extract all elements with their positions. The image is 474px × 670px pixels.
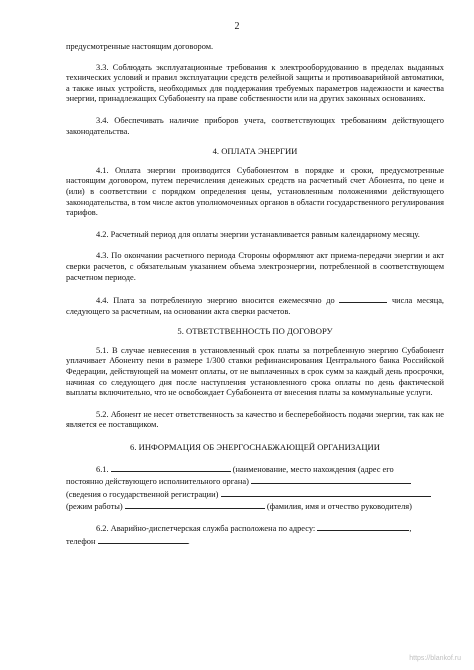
payment-day-blank[interactable] bbox=[339, 294, 387, 303]
clause-4-4-text-b: числа месяца, следующего за расчетным, на основании акта сверки расчетов. bbox=[66, 296, 445, 316]
clause-6-2-text-a: 6.2. Аварийно-диспетчерская служба расположена по адресу: bbox=[96, 524, 316, 533]
registration-blank[interactable] bbox=[221, 488, 431, 497]
clause-6-1-text-c: (сведения о государственной регистрации) bbox=[66, 489, 219, 499]
clause-6-1-text-b: постоянно действующего исполнительного органа) bbox=[66, 477, 249, 487]
org-address-blank[interactable] bbox=[251, 475, 411, 484]
clause-6-1-line-4 bbox=[66, 500, 444, 513]
clause-3-4: 3.4. Обеспечивать наличие приборов учета, соответствующих требованиям действующего законодательства. bbox=[66, 115, 444, 136]
clause-6-1-line-3 bbox=[66, 488, 444, 501]
clause-6-1-text-d: (режим работы) bbox=[66, 502, 123, 512]
page-number: 2 bbox=[234, 21, 240, 32]
clause-6-2-line-2: телефон . bbox=[66, 536, 190, 546]
dispatch-address-blank[interactable] bbox=[317, 522, 409, 531]
clause-6-1-text-a: (наименование, место нахождения (адрес его bbox=[232, 464, 394, 474]
clause-6-1-line-2 bbox=[66, 475, 444, 488]
clause-5-1: 5.1. В случае невнесения в установленный срок платы за потребленную энергию Субабонент уплачивает Абоненту пени в размере 1/300 ставки рефинансирования Центрального банка Российской Федерации, действующей на момент оплаты, от не выплаченных в срок сумм за каждый день просрочки, начиная со следующего дня после наступления установленного срока оплаты по день фактической выплаты включительно, что не освобождает Субабонента от внесения платы за коммунальные услуги. bbox=[66, 345, 444, 398]
phone-blank[interactable] bbox=[98, 535, 188, 544]
clause-6-2-text-b: телефон bbox=[66, 536, 96, 546]
work-hours-blank[interactable] bbox=[125, 500, 265, 509]
clause-3-3: 3.3. Соблюдать эксплуатационные требования к электрооборудованию в пределах выданных технических условий и правил эксплуатации средств релейной защиты и противоаварийной автоматики, а также иных устройств, необходимых для поддержания требуемых параметров надежности и качества энергии, принадлежащих Субабоненту на праве собственности или на других законных основаниях. bbox=[66, 62, 444, 104]
section-4-heading: 4. ОПЛАТА ЭНЕРГИИ bbox=[212, 146, 298, 157]
clause-4-4 bbox=[66, 294, 444, 317]
clause-6-1-line-1 bbox=[66, 463, 444, 476]
document-page bbox=[66, 0, 444, 547]
watermark: https://blankof.ru bbox=[409, 655, 461, 663]
org-name-blank[interactable] bbox=[111, 463, 231, 472]
section-6-heading: 6. ИНФОРМАЦИЯ ОБ ЭНЕРГОСНАБЖАЮЩЕЙ ОРГАНИЗАЦИИ bbox=[130, 442, 380, 453]
clause-5-2: 5.2. Абонент не несет ответственность за качество и бесперебойность подачи энергии, так как не является ее поставщиком. bbox=[66, 409, 444, 430]
clause-4-3: 4.3. По окончании расчетного периода Стороны оформляют акт приема-передачи энергии и акт сверки расчетов, с обязательным указанием объема электроэнергии, потребленной в соответствующем расчетном периоде. bbox=[66, 251, 444, 282]
section-5-heading: 5. ОТВЕТСТВЕННОСТЬ ПО ДОГОВОРУ bbox=[177, 326, 333, 337]
clause-4-1: 4.1. Оплата энергии производится Субабонентом в порядке и сроки, предусмотренные настоящим договором, путем перечисления денежных средств на расчетный счет Абонента, по цене и (или) в соответствии с порядком определения цены, установленным положениями действующего законодательства, в том числе актов уполномоченных органов в области государственного регулирования тарифов. bbox=[66, 165, 444, 218]
top-line: предусмотренные настоящим договором. bbox=[66, 42, 214, 51]
clause-6-1-number: 6.1. bbox=[96, 464, 109, 474]
clause-4-2: 4.2. Расчетный период для оплаты энергии устанавливается равным календарному месяцу. bbox=[96, 229, 420, 239]
clause-6-1-text-e: (фамилия, имя и отчество руководителя) bbox=[266, 502, 412, 512]
clause-4-4-text-a: 4.4. Плата за потребленную энергию вносится ежемесячно до bbox=[96, 296, 335, 306]
clause-6-2-line-1: 6.2. Аварийно-диспетчерская служба расположена по адресу: , bbox=[96, 524, 412, 533]
